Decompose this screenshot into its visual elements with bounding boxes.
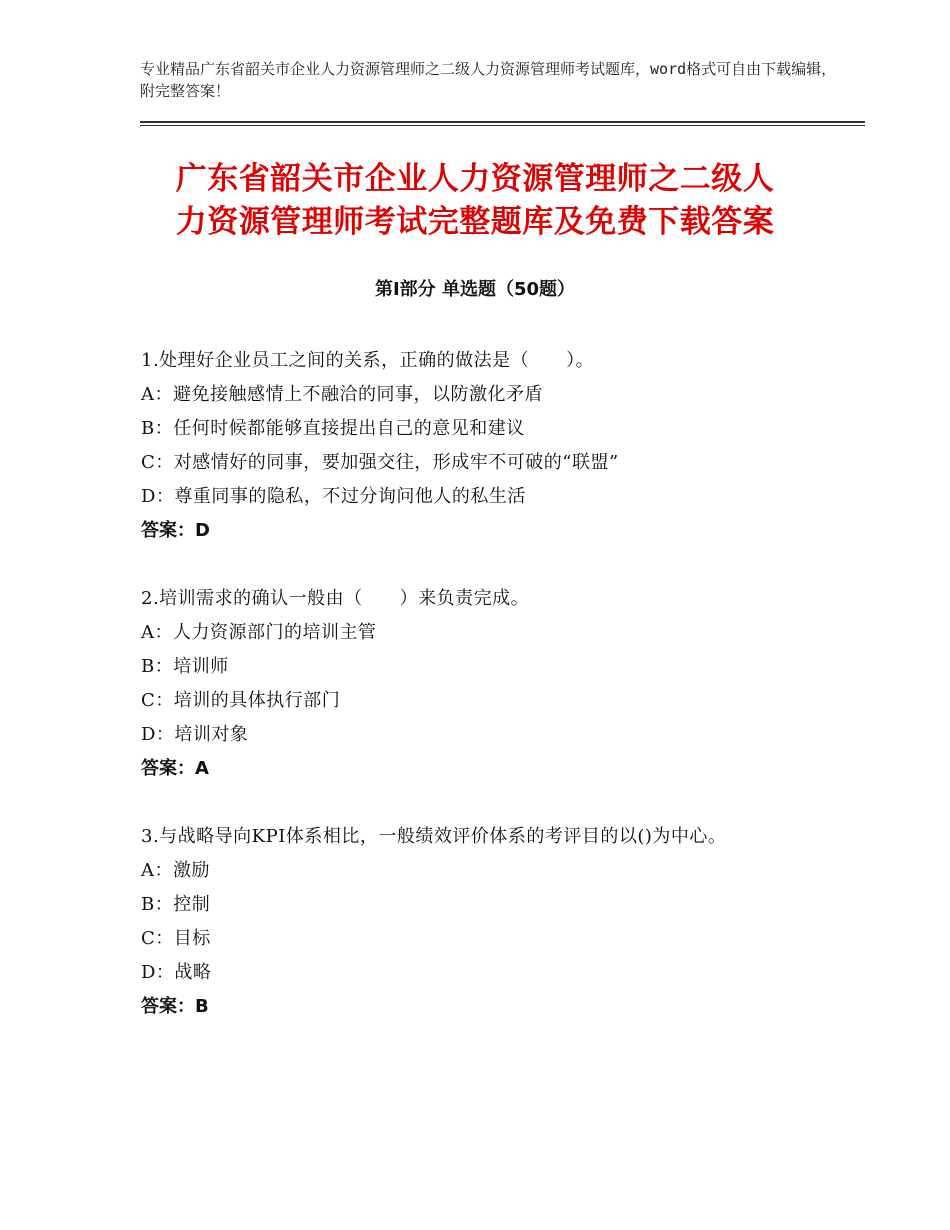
document-title: [80, 158, 870, 244]
document-title-line-1: 广东省韶关市企业人力资源管理师之二级人: [175, 161, 775, 197]
section-title: 第Ⅰ部分 单选题（50题）: [374, 279, 575, 300]
header-rule-thin: [140, 125, 865, 126]
question-2: [141, 582, 801, 786]
option-c: C：对感情好的同事，要加强交往，形成牢不可破的“联盟”: [141, 452, 619, 473]
header-note: 专业精品广东省韶关市企业人力资源管理师之二级人力资源管理师考试题库，word格式可自由下载编辑，附完整答案！: [140, 60, 837, 100]
option-a: A：激励: [141, 860, 210, 881]
option-d: D：培训对象: [141, 724, 249, 745]
option-c: C：目标: [141, 928, 211, 949]
answer: 答案：B: [141, 996, 209, 1017]
option-a: A：避免接触感情上不融洽的同事，以防激化矛盾: [141, 384, 543, 405]
option-b: B：培训师: [141, 656, 229, 677]
answer: 答案：D: [141, 520, 210, 541]
question-3: [141, 820, 801, 1024]
question-stem: 2.培训需求的确认一般由（ ）来负责完成。: [141, 588, 530, 609]
option-c: C：培训的具体执行部门: [141, 690, 341, 711]
option-a: A：人力资源部门的培训主管: [141, 622, 377, 643]
option-d: D：尊重同事的隐私，不过分询问他人的私生活: [141, 486, 526, 507]
option-d: D：战略: [141, 962, 212, 983]
document-title-line-2: 力资源管理师考试完整题库及免费下载答案: [175, 204, 775, 240]
header-rule-thick: [140, 121, 865, 123]
answer: 答案：A: [141, 758, 209, 779]
question-list: [141, 344, 801, 1058]
option-b: B：控制: [141, 894, 211, 915]
option-b: B：任何时候都能够直接提出自己的意见和建议: [141, 418, 525, 439]
question-stem: 1.处理好企业员工之间的关系，正确的做法是（ ）。: [141, 350, 595, 371]
question-stem: 3.与战略导向KPI体系相比，一般绩效评价体系的考评目的以()为中心。: [141, 826, 727, 847]
question-1: [141, 344, 801, 548]
